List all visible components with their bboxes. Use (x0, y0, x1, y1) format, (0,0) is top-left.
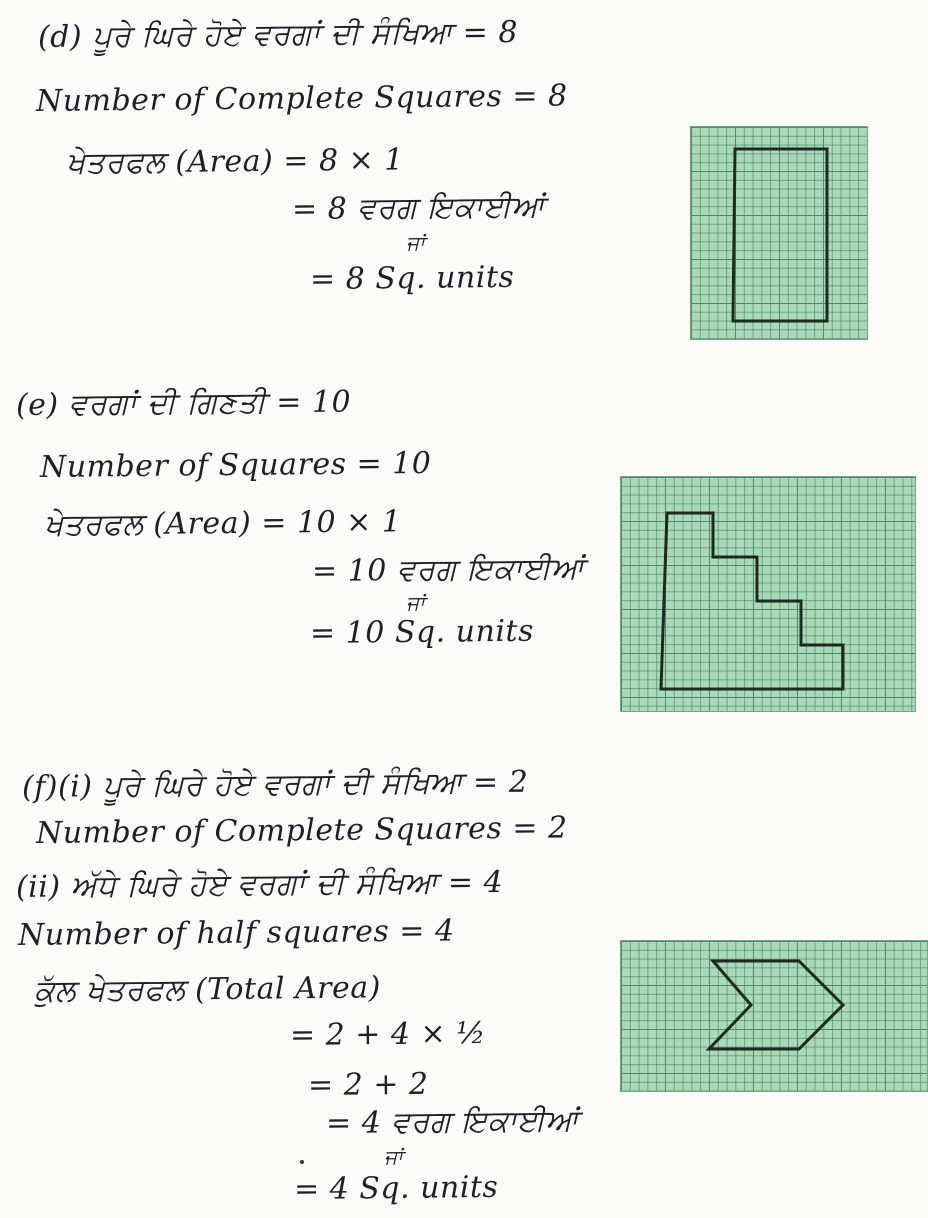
part-d-complete-squares: Number of Complete Squares = 8 (35, 78, 568, 119)
part-e-area-result-punjabi: = 10 ਵਰਗ ਇਕਾਈਆਂ (311, 551, 585, 589)
graph-paper-chevron (620, 940, 928, 1092)
part-e-area-formula: ਖੇਤਰਫਲ (Area) = 10 × 1 (43, 504, 402, 543)
part-d-heading: (d) ਪੂਰੇ ਘਿਰੇ ਹੋਏ ਵਰਗਾਂ ਦੀ ਸੰਖਿਆ = 8 (37, 14, 519, 55)
part-f-half-heading: (ii) ਅੱਧੇ ਘਿਰੇ ਹੋਏ ਵਰਗਾਂ ਦੀ ਸੰਖਿਆ = 4 (15, 864, 504, 905)
graph-paper-rectangle (690, 126, 868, 340)
part-e-area-result: = 10 Sq. units (309, 613, 535, 651)
graph-paper-staircase (620, 476, 916, 712)
chevron-figure (621, 941, 928, 1093)
chevron-outline (709, 961, 843, 1049)
part-f-or: ਜਾਂ (383, 1144, 404, 1169)
part-d-area-formula: ਖੇਤਰਫਲ (Area) = 8 × 1 (65, 142, 405, 181)
part-f-total-area-result: = 4 Sq. units (293, 1169, 499, 1207)
part-e-number-of-squares: Number of Squares = 10 (39, 445, 432, 485)
part-f-half-squares: Number of half squares = 4 (17, 913, 455, 953)
part-f-total-area-result-punjabi: = 4 ਵਰਗ ਇਕਾਈਆਂ (325, 1103, 579, 1141)
part-f-total-area-expression: = 2 + 4 × ½ (289, 1015, 487, 1053)
staircase-outline (661, 513, 843, 689)
part-d-or: ਜਾਂ (405, 230, 426, 255)
ink-dot (300, 1160, 304, 1164)
rectangle-figure (691, 127, 869, 341)
part-d-area-result: = 8 Sq. units (309, 259, 515, 297)
part-f-total-area-step: = 2 + 2 (307, 1066, 429, 1103)
part-f-total-area-label: ਕੁੱਲ ਖੇਤਰਫਲ (Total Area) (33, 970, 382, 1009)
part-e-heading: (e) ਵਰਗਾਂ ਦੀ ਗਿਣਤੀ = 10 (15, 384, 352, 423)
part-f-heading: (f)(i) ਪੂਰੇ ਘਿਰੇ ਹੋਏ ਵਰਗਾਂ ਦੀ ਸੰਖਿਆ = 2 (21, 764, 529, 805)
part-d-area-result-punjabi: = 8 ਵਰਗ ਇਕਾਈਆਂ (291, 189, 545, 227)
part-f-complete-squares: Number of Complete Squares = 2 (35, 810, 568, 851)
staircase-figure (621, 477, 917, 713)
part-e-or: ਜਾਂ (405, 590, 426, 615)
rectangle-outline (733, 149, 827, 321)
